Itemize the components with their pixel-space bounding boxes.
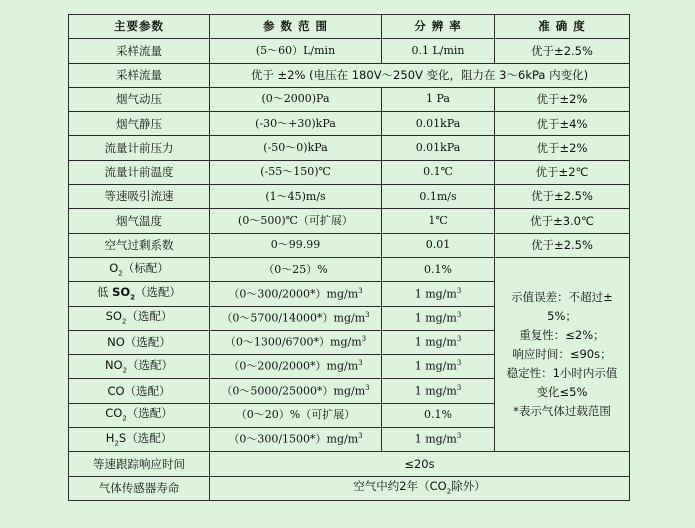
note-line: *表示气体过载范围: [513, 404, 611, 419]
gas-name: NO: [107, 335, 125, 350]
table-row: [69, 160, 630, 184]
header-accuracy: 准 确 度: [495, 15, 630, 39]
header-resolution: 分 辨 率: [382, 15, 495, 39]
gas-name-post: S: [118, 430, 127, 445]
gas-subscript: 2: [118, 268, 123, 277]
resolution-cell: [382, 306, 495, 330]
note-line: 响应时间：≤90s；: [512, 347, 612, 362]
range-text: （0～300/2000*）mg/m: [228, 287, 359, 301]
param-cell: 烟气静压: [69, 112, 210, 136]
unit-superscript: 3: [365, 383, 370, 392]
accuracy-cell: 优于±2℃: [495, 160, 630, 184]
gas-suffix: （标配）: [122, 260, 169, 275]
resolution-cell: [382, 282, 495, 306]
resolution-text: 1 mg/m: [414, 311, 457, 325]
table-row: [69, 452, 630, 476]
gas-subscript: 2: [122, 366, 128, 375]
unit-superscript: 3: [456, 432, 462, 441]
range-cell: 0～99.99: [210, 233, 382, 257]
resolution-cell: [382, 428, 495, 452]
resolution-cell: [382, 355, 495, 379]
unit-superscript: 3: [358, 432, 363, 441]
table-row: [69, 112, 630, 136]
param-cell: 采样流量: [69, 39, 210, 63]
resolution-text: 1 mg/m: [414, 384, 457, 398]
accuracy-cell: 优于±2%: [495, 87, 630, 111]
header-param: 主要参数: [69, 15, 210, 39]
range-cell: (-30～+30)kPa: [210, 112, 382, 136]
accuracy-cell: 优于±4%: [495, 112, 630, 136]
unit-superscript: 3: [456, 383, 462, 392]
gas-suffix: （选配）: [126, 430, 173, 445]
resolution-cell: 0.1%: [382, 257, 495, 281]
gas-param-cell: [69, 379, 210, 403]
table-row: [69, 476, 630, 500]
param-cell: 烟气动压: [69, 87, 210, 111]
span-text: 空气中约2年（CO: [353, 479, 447, 494]
accuracy-cell: 优于±2.5%: [495, 39, 630, 63]
gas-suffix: （选配）: [127, 357, 174, 372]
table-row: [69, 209, 630, 233]
param-cell: 空气过剩系数: [69, 233, 210, 257]
gas-param-cell: [69, 306, 210, 330]
span-text: 除外）: [451, 479, 486, 494]
gas-name: SO: [112, 284, 131, 299]
note-line: 示值误差：不超过±: [511, 290, 613, 305]
resolution-cell: 0.01kPa: [382, 112, 495, 136]
range-cell: [210, 282, 382, 306]
resolution-text: 1 mg/m: [414, 432, 457, 446]
span-cell: 优于 ±2% (电压在 180V～250V 变化，阻力在 3～6kPa 内变化): [210, 63, 630, 87]
range-cell: [210, 306, 382, 330]
param-cell: 流量计前温度: [69, 160, 210, 184]
range-cell: [210, 355, 382, 379]
unit-superscript: 3: [361, 335, 367, 344]
param-cell: 流量计前压力: [69, 136, 210, 160]
gas-subscript: 2: [122, 414, 127, 423]
table-row: [69, 233, 630, 257]
accuracy-cell: 优于±2%: [495, 136, 630, 160]
range-cell: [210, 428, 382, 452]
gas-note-cell: [495, 257, 630, 451]
range-text: （0～1300/6700*）mg/m: [224, 335, 362, 349]
note-line: 稳定性：1小时内示值: [506, 366, 618, 381]
gas-suffix: （选配）: [126, 406, 173, 421]
range-text: （0～200/2000*）mg/m: [228, 360, 359, 374]
note-line: 变化≤5%: [536, 385, 588, 400]
resolution-cell: 0.1℃: [382, 160, 495, 184]
gas-param-cell: [69, 282, 210, 306]
table-row: [69, 185, 630, 209]
range-cell: (-50～0)kPa: [210, 136, 382, 160]
span-subscript: 2: [446, 487, 452, 496]
resolution-cell: 0.01kPa: [382, 136, 495, 160]
gas-prefix: 低: [96, 284, 113, 299]
gas-name: CO: [107, 383, 125, 398]
gas-param-cell: [69, 428, 210, 452]
table-row: [69, 87, 630, 111]
gas-row: [69, 257, 630, 281]
range-text: （0～5000/25000*）mg/m: [221, 384, 366, 398]
gas-param-cell: [69, 403, 210, 427]
resolution-cell: [382, 379, 495, 403]
range-cell: (5～60）L/min: [210, 39, 382, 63]
unit-superscript: 3: [358, 286, 363, 295]
range-cell: （0～20）%（可扩展）: [210, 403, 382, 427]
range-cell: [210, 330, 382, 354]
resolution-cell: 1℃: [382, 209, 495, 233]
resolution-text: 1 mg/m: [414, 287, 457, 301]
param-cell: 等速吸引流速: [69, 185, 210, 209]
gas-name: O: [109, 260, 119, 275]
gas-suffix: （选配）: [124, 335, 171, 350]
range-cell: (-55～150)℃: [210, 160, 382, 184]
unit-superscript: 3: [456, 310, 462, 319]
unit-superscript: 3: [358, 359, 363, 368]
gas-param-cell: [69, 330, 210, 354]
resolution-cell: 0.1 L/min: [382, 39, 495, 63]
gas-param-cell: [69, 257, 210, 281]
resolution-cell: 0.01: [382, 233, 495, 257]
note-line: 重复性：≤2%；: [519, 328, 605, 343]
param-cell: 气体传感器寿命: [69, 476, 210, 500]
table-header-row: [69, 15, 630, 39]
gas-subscript: 2: [114, 439, 119, 447]
gas-name: SO: [105, 309, 122, 324]
accuracy-cell: 优于±2.5%: [495, 233, 630, 257]
spec-table: [68, 14, 630, 501]
table-row: [69, 39, 630, 63]
gas-param-cell: [69, 355, 210, 379]
range-cell: （0～25）%: [210, 257, 382, 281]
unit-superscript: 3: [456, 359, 462, 368]
span-cell: [210, 476, 630, 500]
param-cell: 等速跟踪响应时间: [69, 452, 210, 476]
range-cell: [210, 379, 382, 403]
resolution-cell: [382, 330, 495, 354]
range-cell: (0～500)℃（可扩展）: [210, 209, 382, 233]
range-text: （0～5700/14000*）mg/m: [221, 311, 366, 325]
table-row: [69, 63, 630, 87]
gas-name: NO: [104, 357, 123, 372]
resolution-cell: 0.1%: [382, 403, 495, 427]
gas-name: CO: [105, 406, 123, 421]
resolution-cell: 0.1m/s: [382, 185, 495, 209]
accuracy-cell: 优于±3.0℃: [495, 209, 630, 233]
param-cell: 烟气温度: [69, 209, 210, 233]
range-cell: (1～45)m/s: [210, 185, 382, 209]
gas-subscript: 2: [121, 317, 127, 326]
resolution-text: 1 mg/m: [414, 335, 457, 349]
span-cell: ≤20s: [210, 452, 630, 476]
unit-superscript: 3: [365, 310, 370, 319]
header-range: 参 数 范 围: [210, 15, 382, 39]
unit-superscript: 3: [456, 335, 462, 344]
unit-superscript: 3: [456, 286, 462, 295]
note-line: 5%；: [547, 309, 577, 324]
gas-suffix: （选配）: [126, 309, 173, 324]
param-cell: 采样流量: [69, 63, 210, 87]
range-cell: (0～2000)Pa: [210, 87, 382, 111]
gas-suffix: （选配）: [124, 383, 171, 398]
resolution-cell: 1 Pa: [382, 87, 495, 111]
gas-suffix: （选配）: [135, 284, 182, 299]
gas-subscript: 2: [130, 293, 136, 302]
gas-name: H: [105, 430, 115, 445]
resolution-text: 1 mg/m: [414, 360, 457, 374]
table-row: [69, 136, 630, 160]
range-text: （0～300/1500*）mg/m: [228, 432, 359, 446]
accuracy-cell: 优于±2.5%: [495, 185, 630, 209]
